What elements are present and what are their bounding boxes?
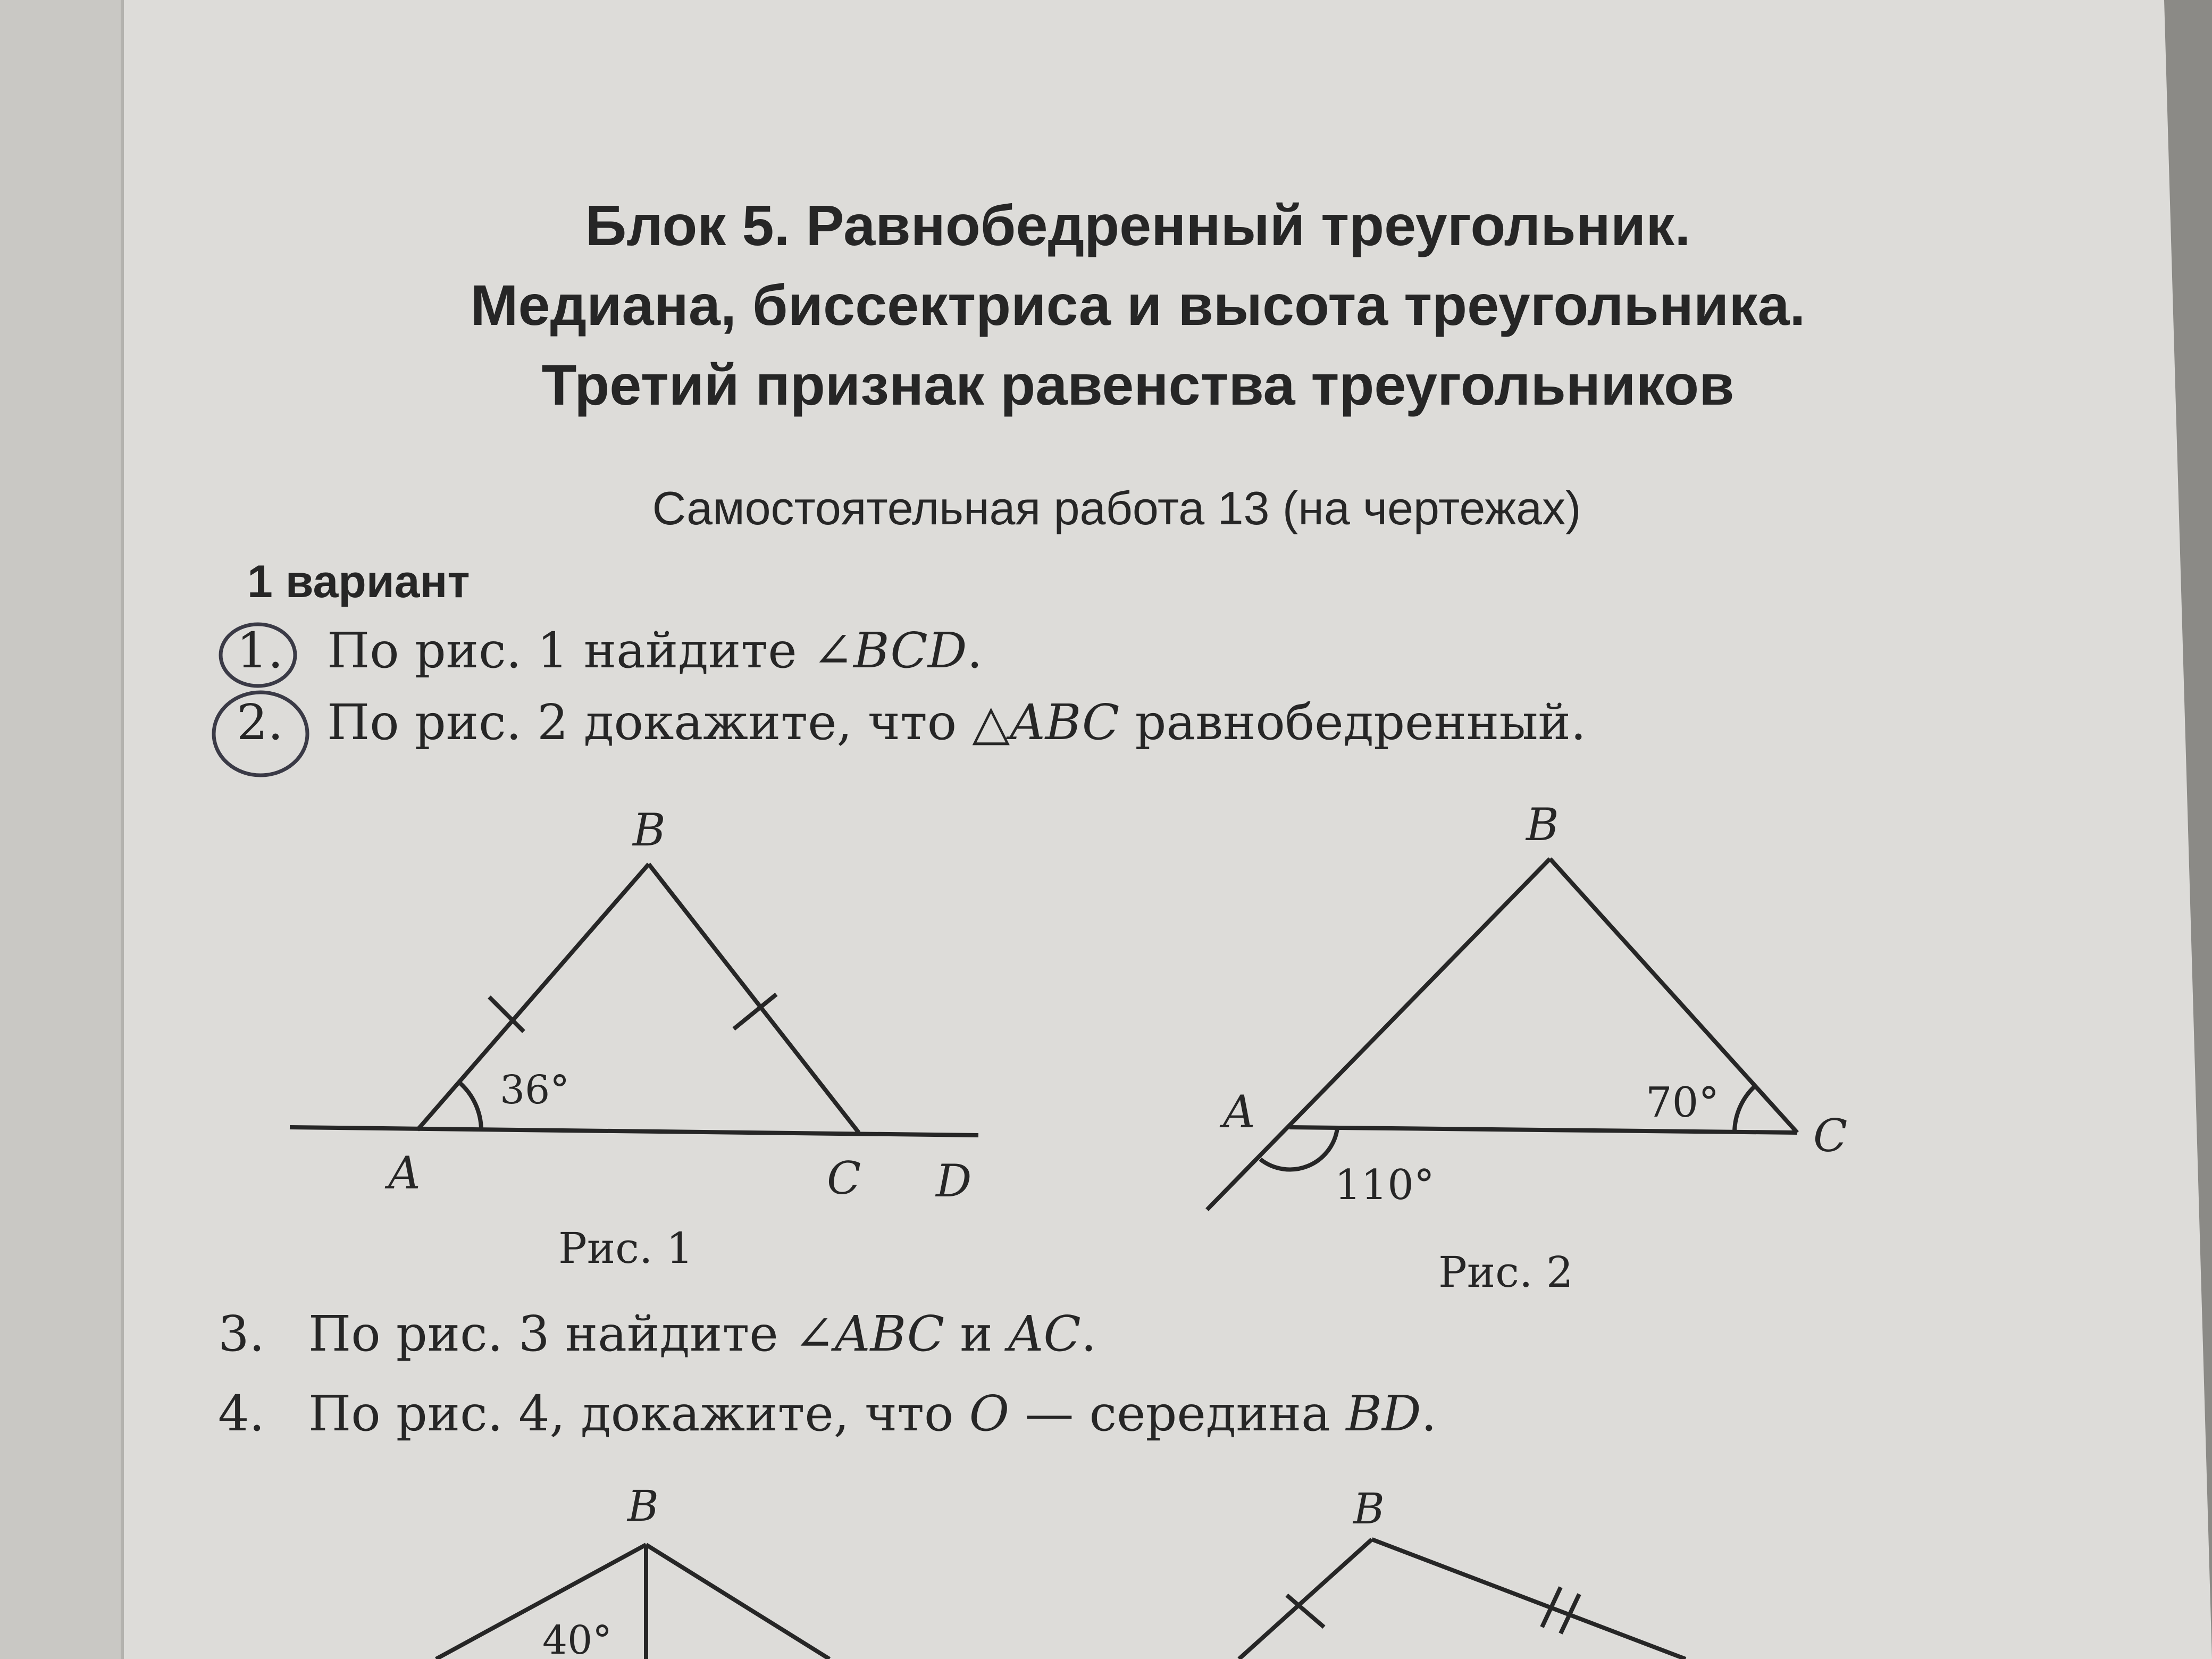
fig1-point-b: B [633, 804, 666, 856]
fig2-angle-c-label: 70° [1646, 1079, 1720, 1127]
heading-line-1: Блок 5. Равнобедренный треугольник. [585, 193, 1691, 257]
fig2-point-b: B [1526, 799, 1559, 851]
fig3-angle-label: 40° [542, 1618, 613, 1659]
fig2-exterior-angle-label: 110° [1335, 1161, 1435, 1209]
task-3-angle: ∠ABC [793, 1305, 945, 1362]
fig2-point-c: C [1813, 1110, 1848, 1162]
task-3-segment: AC [1008, 1305, 1081, 1362]
task-1-number: 1. [237, 622, 283, 679]
task-3: 3. По рис. 3 найдите ∠ABC и AC. [218, 1305, 1097, 1362]
heading-line-2: Медиана, биссектриса и высота треугольника. [470, 273, 1806, 337]
fig4-point-b: B [1353, 1484, 1385, 1534]
fig1-caption: Рис. 1 [558, 1224, 693, 1273]
fig1-point-d: D [936, 1155, 972, 1207]
fig2-point-a: A [1223, 1086, 1255, 1138]
task-4-number: 4. [218, 1385, 265, 1442]
task-4-segment: BD [1346, 1385, 1421, 1442]
fig1-point-c: C [827, 1152, 861, 1204]
fig2-caption: Рис. 2 [1438, 1247, 1573, 1297]
fig1-angle-label: 36° [500, 1067, 570, 1113]
variant-label: 1 вариант [247, 556, 470, 607]
task-4-point: O [969, 1385, 1010, 1442]
task-4: 4. По рис. 4, докажите, что O — середина BD. [218, 1385, 1437, 1442]
task-2: 2. По рис. 2 докажите, что △ABC равнобедренный. [237, 694, 1587, 751]
fig4-side-right [1372, 1539, 1686, 1659]
task-3-number: 3. [218, 1305, 265, 1362]
heading-line-3: Третий признак равенства треугольников [541, 353, 1735, 417]
fig1-point-a: A [388, 1147, 421, 1199]
task-1-angle: ∠BCD [812, 622, 967, 679]
task-1: 1. По рис. 1 найдите ∠BCD. [237, 622, 983, 679]
fig4-side-left [1239, 1539, 1372, 1659]
fig3-point-b: B [627, 1481, 659, 1531]
work-subtitle: Самостоятельная работа 13 (на чертежах) [652, 482, 1581, 534]
task-2-number: 2. [237, 694, 283, 751]
task-2-triangle: △ABC [972, 694, 1120, 751]
